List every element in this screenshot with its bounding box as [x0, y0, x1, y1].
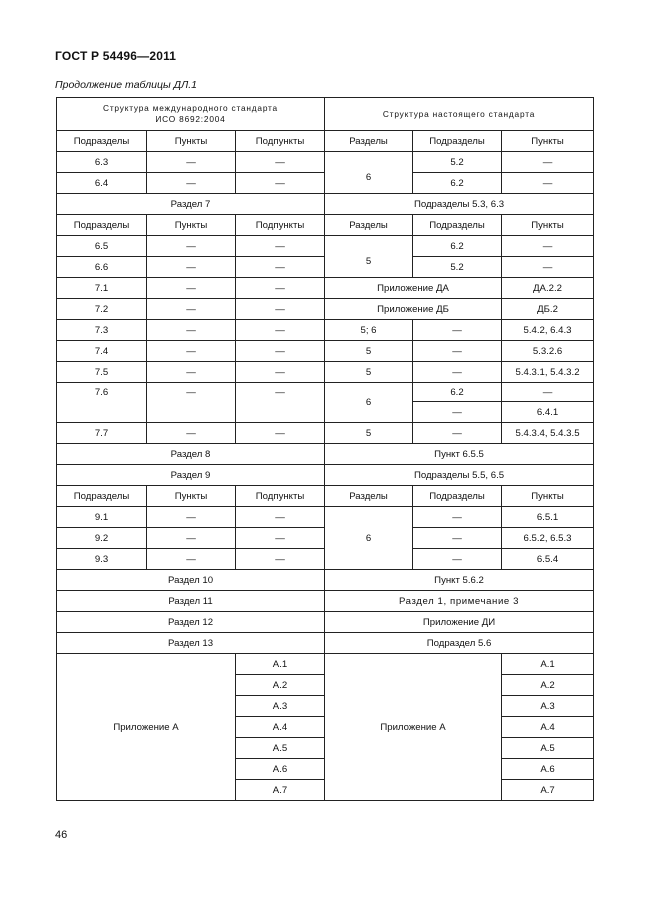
cell: 6.5.2, 6.5.3 [502, 528, 594, 549]
cell-merged: 6 [325, 507, 413, 570]
cell: 9.2 [57, 528, 147, 549]
annex-item: А.7 [502, 780, 594, 801]
cell: — [236, 507, 325, 528]
cell: ДА.2.2 [502, 278, 594, 299]
correspondence-table [56, 97, 594, 801]
table-caption: Продолжение таблицы ДЛ.1 [55, 79, 197, 91]
cell: — [236, 341, 325, 362]
section-left: Раздел 12 [57, 612, 325, 633]
table-row [57, 362, 594, 383]
col-subitems: Подпункты [236, 486, 325, 507]
table-row [57, 152, 594, 173]
cell-merged: 7.6 [57, 383, 147, 423]
cell: 6.4 [57, 173, 147, 194]
section-left: Раздел 10 [57, 570, 325, 591]
annex-item: А.1 [236, 654, 325, 675]
col-subsections-right: Подразделы [413, 486, 502, 507]
cell: — [502, 173, 594, 194]
cell: — [413, 362, 502, 383]
col-items: Пункты [147, 215, 236, 236]
cell: — [236, 320, 325, 341]
cell: — [502, 383, 594, 402]
annex-left: Приложение А [57, 654, 236, 801]
table-row [57, 236, 594, 257]
cell-merged: — [147, 383, 236, 423]
cell: — [147, 299, 236, 320]
cell-merged: 6 [325, 383, 413, 423]
section-right: Подраздел 5.6 [325, 633, 594, 654]
cell: 5.4.2, 6.4.3 [502, 320, 594, 341]
cell: 7.1 [57, 278, 147, 299]
col-items-right: Пункты [502, 215, 594, 236]
col-subsections: Подразделы [57, 486, 147, 507]
section-row [57, 591, 594, 612]
cell: 7.2 [57, 299, 147, 320]
cell: — [147, 278, 236, 299]
cell: — [502, 257, 594, 278]
col-sections: Разделы [325, 486, 413, 507]
cell: — [236, 152, 325, 173]
section-row [57, 612, 594, 633]
cell: 7.5 [57, 362, 147, 383]
cell: 6.5.1 [502, 507, 594, 528]
cell: — [502, 236, 594, 257]
cell: 9.3 [57, 549, 147, 570]
section-row [57, 194, 594, 215]
cell: 6.5 [57, 236, 147, 257]
annex-item: А.6 [236, 759, 325, 780]
cell: — [236, 278, 325, 299]
annex-item: А.3 [236, 696, 325, 717]
annex-item: А.4 [236, 717, 325, 738]
cell: — [147, 173, 236, 194]
page-number: 46 [55, 829, 68, 841]
cell: — [413, 423, 502, 444]
cell: 6.2 [413, 383, 502, 402]
cell: 5 [325, 341, 413, 362]
annex-row [57, 654, 594, 675]
cell: — [147, 528, 236, 549]
cell: — [236, 528, 325, 549]
cell: ДБ.2 [502, 299, 594, 320]
section-right: Приложение ДИ [325, 612, 594, 633]
col-items: Пункты [147, 486, 236, 507]
cell: — [413, 402, 502, 423]
cell: — [236, 423, 325, 444]
annex-item: А.2 [236, 675, 325, 696]
cell: — [413, 320, 502, 341]
cell: — [147, 236, 236, 257]
cell: 5.2 [413, 257, 502, 278]
section-row [57, 570, 594, 591]
cell: 5.2 [413, 152, 502, 173]
col-subitems: Подпункты [236, 131, 325, 152]
annex-item: А.4 [502, 717, 594, 738]
section-left: Раздел 11 [57, 591, 325, 612]
cell: — [236, 257, 325, 278]
table-row [57, 341, 594, 362]
annex-item: А.6 [502, 759, 594, 780]
cell: 6.5.4 [502, 549, 594, 570]
annex-item: А.7 [236, 780, 325, 801]
cell: — [147, 257, 236, 278]
cell: — [413, 507, 502, 528]
section-right: Пункт 5.6.2 [325, 570, 594, 591]
table-row [57, 278, 594, 299]
table-row [57, 383, 594, 402]
cell: 6.3 [57, 152, 147, 173]
cell-merged: Приложение ДА [325, 278, 502, 299]
col-items-right: Пункты [502, 131, 594, 152]
annex-item: А.3 [502, 696, 594, 717]
cell: — [147, 423, 236, 444]
section-right: Пункт 6.5.5 [325, 444, 594, 465]
col-subsections: Подразделы [57, 131, 147, 152]
table-row [57, 320, 594, 341]
annex-item: А.5 [502, 738, 594, 759]
header-international-standard [57, 98, 325, 131]
annex-item: А.5 [236, 738, 325, 759]
cell: 6.6 [57, 257, 147, 278]
section-right: Подразделы 5.3, 6.3 [325, 194, 594, 215]
cell: — [147, 549, 236, 570]
cell: 6.4.1 [502, 402, 594, 423]
cell: — [236, 362, 325, 383]
col-sections: Разделы [325, 215, 413, 236]
column-header-row [57, 215, 594, 236]
section-left: Раздел 9 [57, 465, 325, 486]
cell: 5.4.3.4, 5.4.3.5 [502, 423, 594, 444]
col-sections: Разделы [325, 131, 413, 152]
cell: — [413, 528, 502, 549]
annex-item: А.2 [502, 675, 594, 696]
cell: — [413, 341, 502, 362]
section-left: Раздел 8 [57, 444, 325, 465]
cell: 5.3.2.6 [502, 341, 594, 362]
cell-merged: 5 [325, 236, 413, 278]
table-row [57, 423, 594, 444]
cell: — [413, 549, 502, 570]
section-right: Раздел 1, примечание 3 [325, 591, 594, 612]
col-items: Пункты [147, 131, 236, 152]
cell: — [236, 299, 325, 320]
col-subitems: Подпункты [236, 215, 325, 236]
header-left-line2: ИСО 8692:2004 [155, 114, 226, 124]
section-row [57, 465, 594, 486]
col-subsections: Подразделы [57, 215, 147, 236]
table-header-row [57, 98, 594, 131]
table-row [57, 299, 594, 320]
section-left: Раздел 13 [57, 633, 325, 654]
col-subsections-right: Подразделы [413, 131, 502, 152]
cell: — [147, 152, 236, 173]
header-left-line1: Структура международного стандарта [103, 103, 278, 113]
cell: 6.2 [413, 173, 502, 194]
cell: — [147, 341, 236, 362]
col-subsections-right: Подразделы [413, 215, 502, 236]
cell: 9.1 [57, 507, 147, 528]
annex-item: А.1 [502, 654, 594, 675]
cell: 6.2 [413, 236, 502, 257]
cell: — [147, 507, 236, 528]
cell: — [236, 173, 325, 194]
section-row [57, 444, 594, 465]
col-items-right: Пункты [502, 486, 594, 507]
cell-merged: Приложение ДБ [325, 299, 502, 320]
table-row [57, 507, 594, 528]
header-this-standard: Структура настоящего стандарта [325, 98, 594, 131]
standard-designation: ГОСТ Р 54496—2011 [55, 49, 177, 63]
section-right: Подразделы 5.5, 6.5 [325, 465, 594, 486]
cell: 5 [325, 362, 413, 383]
cell: — [502, 152, 594, 173]
cell: 7.4 [57, 341, 147, 362]
section-row [57, 633, 594, 654]
annex-right: Приложение А [325, 654, 502, 801]
cell: 5; 6 [325, 320, 413, 341]
cell: — [147, 320, 236, 341]
cell: 7.3 [57, 320, 147, 341]
cell: 5 [325, 423, 413, 444]
column-header-row [57, 131, 594, 152]
cell: — [147, 362, 236, 383]
section-left: Раздел 7 [57, 194, 325, 215]
cell-merged: 6 [325, 152, 413, 194]
cell: — [236, 549, 325, 570]
cell: 7.7 [57, 423, 147, 444]
cell-merged: — [236, 383, 325, 423]
cell: — [236, 236, 325, 257]
column-header-row [57, 486, 594, 507]
cell: 5.4.3.1, 5.4.3.2 [502, 362, 594, 383]
